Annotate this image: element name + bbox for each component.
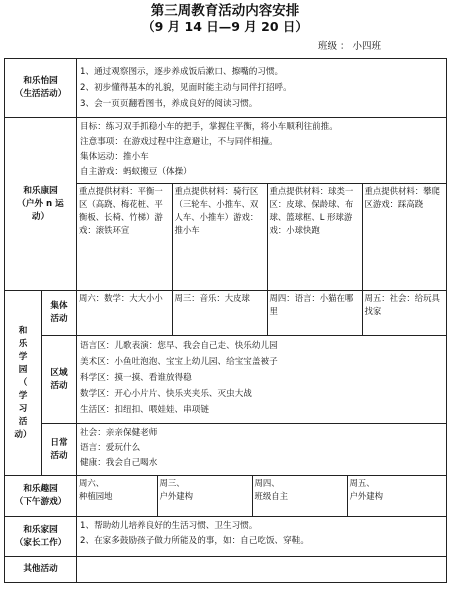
home-item: 2、在家多鼓励孩子做力所能及的事，如：自己吃饭、穿鞋。 [80,536,309,546]
daily-activities [77,424,447,476]
daily-item: 语言：爱玩什么 [80,443,141,453]
learning-group-row [5,291,447,336]
area-item: 数学区：开心小片片、快乐夹夹乐、灭虫大战 [80,389,252,399]
learning-header: 和 乐 学 园 （ 学 习 活 动） [5,291,42,476]
home-header: 和乐家园 （家长工作） [5,517,77,557]
afternoon-games [77,476,447,517]
outdoor-subtitle-end: 动） [31,211,50,222]
page-title: 第三周教育活动内容安排 [150,3,300,19]
zone-balance: 重点提供材料：平衡一区（高跷、梅花桩、平衡板、长椅、竹梯）游戏：滚铁环宣 [77,184,172,290]
home-content [77,517,447,557]
group-activity: 周三：音乐：大皮球 [172,291,267,335]
afternoon-row [5,476,447,517]
afternoon-day: 周六、 种植园地 [77,476,157,516]
group-activity: 周五：社会：给玩具找家 [362,291,447,335]
afternoon-day: 周五、 户外建构 [347,476,447,516]
schedule-table [4,58,447,583]
home-row [5,517,447,557]
outdoor-header [5,118,77,291]
life-title: 和乐怡园 [23,76,58,86]
class-label: 班级 ： 小四班 [318,41,382,52]
outdoor-subtitle: （户外 n 运 [17,198,64,209]
learning-daily-row [5,424,447,476]
outdoor-goals [77,118,447,184]
outdoor-title: 和乐康园 [23,185,58,196]
afternoon-day: 周四、 班级自主 [252,476,347,516]
home-item: 1、帮助幼儿培养良好的生活习惯、卫生习惯。 [80,521,258,531]
area-item: 美术区：小鱼吐泡泡、宝宝上幼儿园、给宝宝盖被子 [80,357,278,367]
life-item: 2、初步懂得基本的礼貌，见面时能主动与同伴打招呼。 [80,83,292,93]
zone-riding: 重点提供材料：骑行区（三轮车、小推车、双人车、小推车）游戏：推小车 [172,184,267,290]
outdoor-free-game: 自主游戏：蚂蚁搬豆（体操） [80,167,192,177]
outdoor-group-sport: 集体运动：推小车 [80,152,149,162]
area-item: 语言区：儿歌表演：您早、我会自己走、快乐幼儿园 [80,341,278,351]
group-activity-label: 集体 活动 [42,291,77,336]
zone-ball: 重点提供材料：球类一区：皮球、保龄球、布球、篮球框、L 形球游戏：小球快跑 [267,184,362,290]
group-activity: 周六：数学：大大小小 [77,291,172,335]
afternoon-day: 周三、 户外建构 [157,476,252,516]
life-header [5,59,77,118]
learning-area-row [5,336,447,424]
area-item: 生活区：扣纽扣、喂娃娃、串项链 [80,405,209,415]
life-content [77,59,447,118]
group-activity: 周四：语言：小猫在哪里 [267,291,362,335]
life-row [5,59,447,118]
afternoon-header: 和乐趣园 （下午游戏） [5,476,77,517]
outdoor-note: 注意事项：在游戏过程中注意避让，不与同伴相撞。 [80,137,278,147]
daily-item: 社会：亲亲保健老师 [80,428,158,438]
area-activities [77,336,447,424]
daily-activity-label: 日常 活动 [42,424,77,476]
life-item: 1、通过观察图示，逐步养成饭后漱口、擦嘴的习惯。 [80,67,284,77]
life-item: 3、会一页页翻看图书，养成良好的阅读习惯。 [80,99,258,109]
outdoor-zones [77,184,447,291]
other-content [77,557,447,583]
area-item: 科学区：摸一摸、看谁放得稳 [80,373,192,383]
outdoor-goal-row [5,118,447,184]
group-activities [77,291,447,336]
other-header: 其他活动 [5,557,77,583]
zone-climbing: 重点提供材料：攀爬区游戏：踩高跷 [362,184,447,290]
other-row [5,557,447,583]
daily-item: 健康：我会自己喝水 [80,458,158,468]
outdoor-goal: 目标：练习双手抓稳小车的把手，掌握住平衡，将小车顺利往前推。 [80,122,338,132]
date-range: （9 月 14 日—9 月 20 日） [142,19,308,34]
area-activity-label: 区域 活动 [42,336,77,424]
life-subtitle: （生活活动） [14,89,67,99]
